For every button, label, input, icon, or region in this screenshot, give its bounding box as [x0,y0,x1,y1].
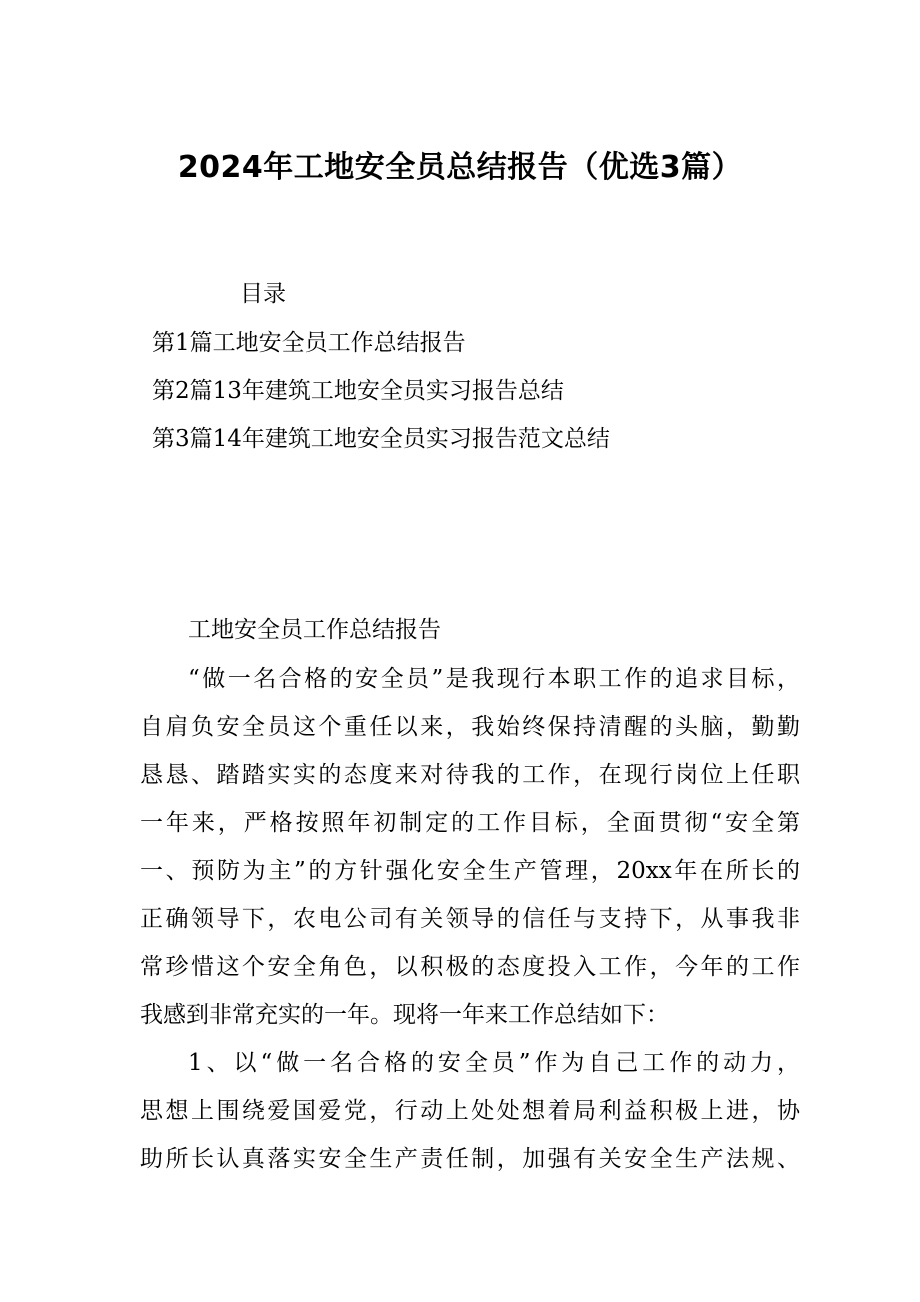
body-line: 常珍惜这个安全角色，以积极的态度投入工作，今年的工作 [140,954,800,980]
body-line: 一、预防为主”的方针强化安全生产管理，20xx年在所长的 [140,858,800,884]
body-line: 正确领导下，农电公司有关领导的信任与支持下，从事我非 [140,906,800,932]
body-line: “做一名合格的安全员”是我现行本职工作的追求目标， [188,666,800,692]
body-line: 我感到非常充实的一年。现将一年来工作总结如下： [140,1002,669,1028]
toc-item-3: 第3篇14年建筑工地安全员实习报告范文总结 [152,426,610,452]
body-line: 恳恳、踏踏实实的态度来对待我的工作，在现行岗位上任职 [140,762,800,788]
toc-item-2: 第2篇13年建筑工地安全员实习报告总结 [152,378,564,404]
toc-heading: 目录 [240,281,286,307]
body-line: 思想上围绕爱国爱党，行动上处处想着局利益积极上进，协 [140,1098,800,1124]
body-line: 1、以“做一名合格的安全员”作为自己工作的动力， [188,1050,800,1076]
toc-item-1: 第1篇工地安全员工作总结报告 [152,330,466,356]
body-line: 一年来，严格按照年初制定的工作目标，全面贯彻“安全第 [140,810,800,836]
body-line: 助所长认真落实安全生产责任制，加强有关安全生产法规、 [140,1146,800,1172]
document-title: 2024年工地安全员总结报告（优选3篇） [177,150,743,185]
body-line: 自肩负安全员这个重任以来，我始终保持清醒的头脑，勤勤 [140,714,800,740]
section-title: 工地安全员工作总结报告 [188,617,441,643]
